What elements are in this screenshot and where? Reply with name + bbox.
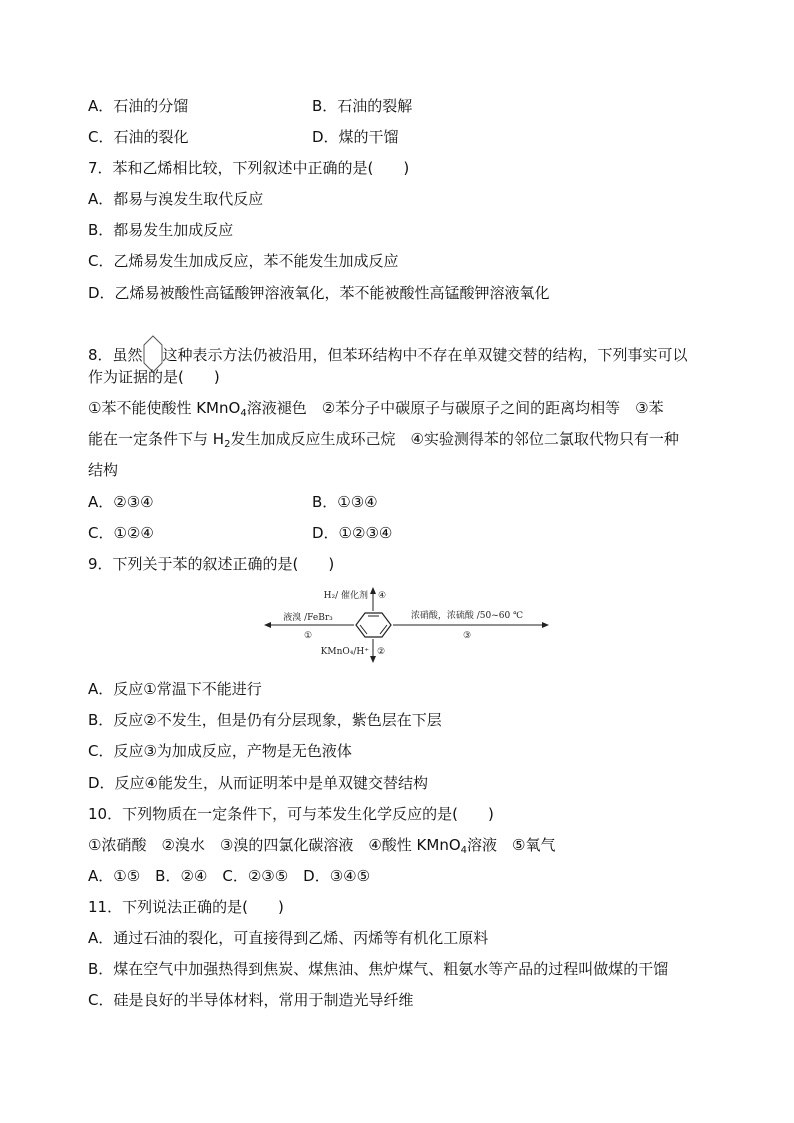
label-nitric-sulfuric: 浓硝酸，浓硫酸 /50~60 ℃ — [410, 611, 524, 621]
q6-option-d: D．煤的干馏 — [312, 128, 399, 146]
label-h2-catalyst: H₂/ 催化剂 — [323, 591, 368, 601]
q11-option-a: A．通过石油的裂化，可直接得到乙烯、丙烯等有机化工原料 — [88, 929, 489, 947]
q8-fact-line3: 结构 — [88, 461, 119, 479]
q8-option-d: D．①②③④ — [312, 524, 393, 542]
label-bromine-febr3: 液溴 /FeBr₃ — [283, 613, 333, 623]
label-reaction-3: ③ — [462, 631, 472, 641]
q11-option-c: C．硅是良好的半导体材料，常用于制造光导纤维 — [88, 991, 414, 1009]
q9-option-d: D．反应④能发生，从而证明苯中是单双键交替结构 — [88, 774, 428, 792]
q11-option-b: B．煤在空气中加强热得到焦炭、煤焦油、焦炉煤气、粗氨水等产品的过程叫做煤的干馏 — [88, 960, 669, 978]
q7-option-d: D．乙烯易被酸性高锰酸钾溶液氧化，苯不能被酸性高锰酸钾溶液氧化 — [88, 284, 550, 302]
q8-fact-line1: ①苯不能使酸性 KMnO$_4$溶液褪色 ②苯分子中碳原子与碳原子之间的距离均相等 ③苯 — [88, 399, 664, 419]
q6-option-c: C．石油的裂化 — [88, 128, 189, 146]
q9-option-c: C．反应③为加成反应，产物是无色液体 — [88, 742, 352, 760]
q6-option-b: B．石油的裂解 — [312, 97, 413, 115]
q8-stem-line2: 作为证据的是( ) — [88, 368, 220, 386]
q9-option-b: B．反应②不发生，但是仍有分层现象，紫色层在下层 — [88, 711, 442, 729]
q10-stem: 10．下列物质在一定条件下，可与苯发生化学反应的是( ) — [88, 805, 494, 823]
q7-option-b: B．都易发生加成反应 — [88, 221, 234, 239]
arrow-down-icon — [370, 639, 376, 663]
q8-stem-pre: 8．虽然 — [88, 346, 143, 364]
q8-option-a: A．②③④ — [88, 493, 154, 511]
label-reaction-2: ② — [377, 647, 386, 657]
q8-option-c: C．①②④ — [88, 524, 154, 542]
q10-options: A．①⑤ B．②④ C．②③⑤ D．③④⑤ — [88, 867, 371, 885]
label-kmno4-h: KMnO₄/H⁺ — [320, 647, 369, 657]
q8-option-b: B．①③④ — [312, 493, 378, 511]
q8-fact-line2: 能在一定条件下与 $H_2$发生加成反应生成环己烷 ④实验测得苯的邻位二氯取代物只有一种 — [88, 430, 679, 450]
benzene-ring-icon — [356, 613, 391, 637]
arrow-right-icon — [393, 622, 549, 628]
q6-option-a: A．石油的分馏 — [88, 97, 189, 115]
q8-stem-post: 这种表示方法仍被沿用，但苯环结构中不存在单双键交替的结构，下列事实可以 — [162, 346, 688, 364]
label-reaction-1: ① — [303, 631, 313, 641]
q7-stem: 7．苯和乙烯相比较，下列叙述中正确的是( ) — [88, 159, 410, 177]
q10-items: ①浓硝酸 ②溴水 ③溴的四氯化碳溶液 ④酸性 KMnO$_4$溶液 ⑤氧气 — [88, 836, 556, 856]
q7-option-a: A．都易与溴发生取代反应 — [88, 190, 264, 208]
arrow-up-icon — [370, 587, 376, 611]
q7-option-c: C．乙烯易发生加成反应，苯不能发生加成反应 — [88, 252, 399, 270]
benzene-reaction-diagram — [262, 584, 552, 664]
q9-stem: 9．下列关于苯的叙述正确的是( ) — [88, 555, 335, 573]
q9-option-a: A．反应①常温下不能进行 — [88, 680, 262, 698]
label-reaction-4: ④ — [378, 591, 387, 601]
q11-stem: 11．下列说法正确的是( ) — [88, 898, 284, 916]
